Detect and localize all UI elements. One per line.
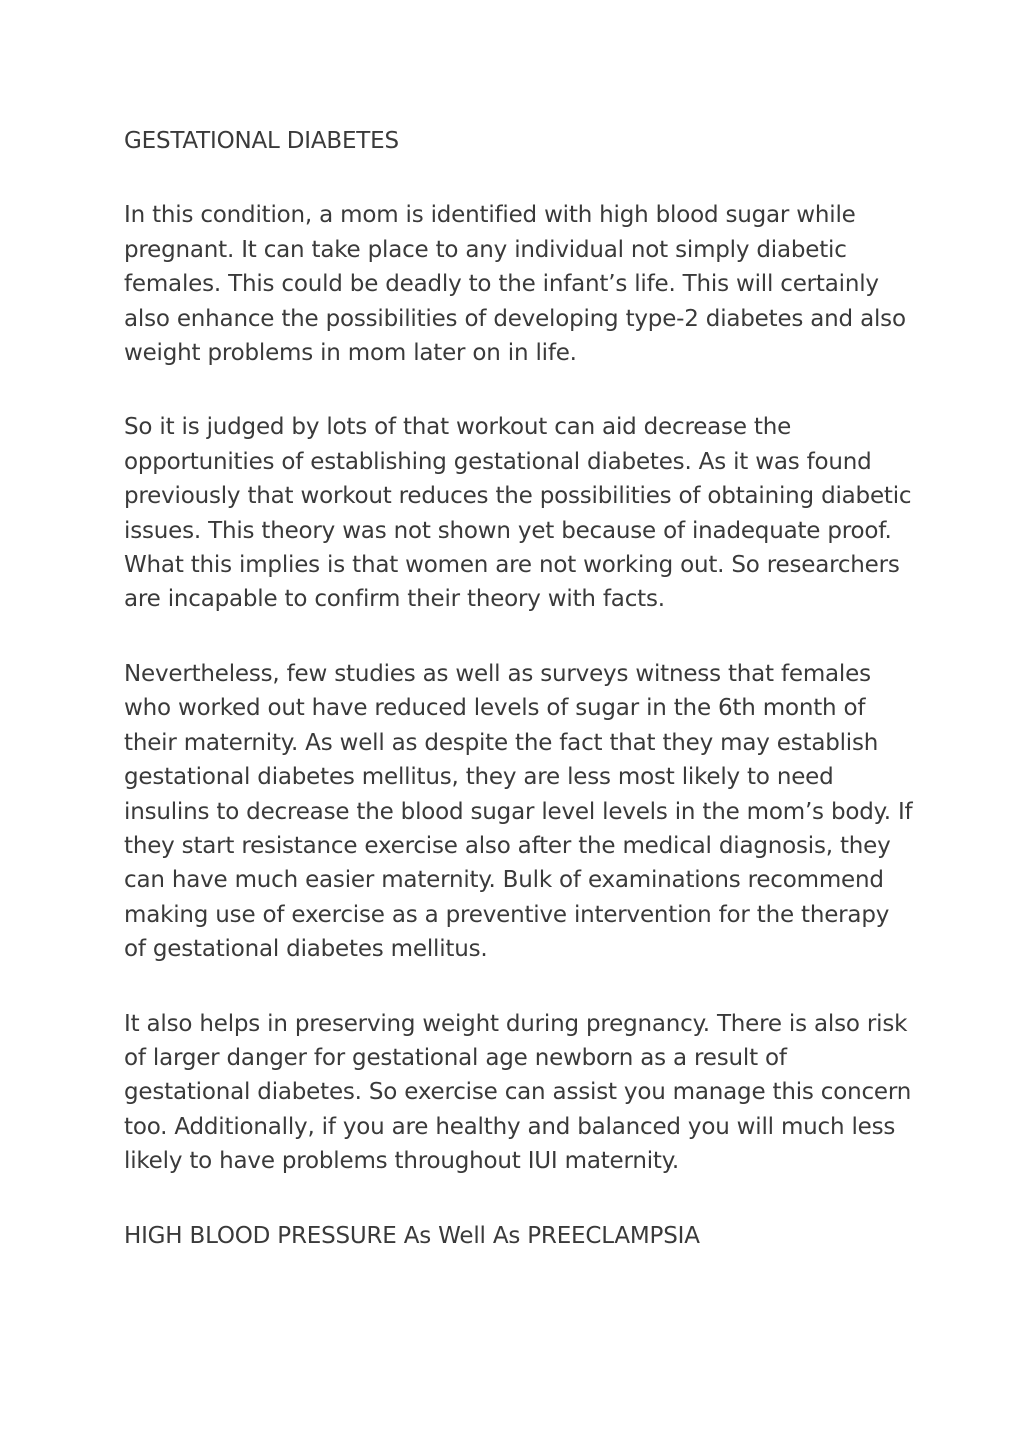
document-page bbox=[124, 124, 914, 1253]
paragraph-2: So it is judged by lots of that workout can aid decrease the opportunities of establishing gestational diabetes. As it was found previously that workout reduces the possibilities of obtaining diabetic issues. This theory was not shown yet because of inadequate proof. What this implies is that women are not working out. So researchers are incapable to confirm their theory with facts. bbox=[124, 414, 912, 613]
paragraph-1: In this condition, a mom is identified with high blood sugar while pregnant. It can take place to any individual not simply diabetic females. This could be deadly to the infant’s life. This will certainly also enhance the possibilities of developing type-2 diabetes and also weight problems in mom later on in life. bbox=[124, 202, 906, 367]
paragraph-3: Nevertheless, few studies as well as surveys witness that females who worked out have reduced levels of sugar in the 6th month of their maternity. As well as despite the fact that they may establish gestational diabetes mellitus, they are less most likely to need insulins to decrease the blood sugar level levels in the mom’s body. If they start resistance exercise also after the medical diagnosis, they can have much easier maternity. Bulk of examinations recommend making use of exercise as a preventive intervention for the therapy of gestational diabetes mellitus. bbox=[124, 660, 913, 963]
paragraph-4: It also helps in preserving weight during pregnancy. There is also risk of larger danger for gestational age newborn as a result of gestational diabetes. So exercise can assist you manage this concern too. Additionally, if you are healthy and balanced you will much less likely to have problems throughout IUI maternity. bbox=[124, 1010, 912, 1175]
section-heading-high-blood-pressure: HIGH BLOOD PRESSURE As Well As PREECLAMPSIA bbox=[124, 1222, 700, 1249]
section-heading-gestational-diabetes: GESTATIONAL DIABETES bbox=[124, 128, 399, 154]
